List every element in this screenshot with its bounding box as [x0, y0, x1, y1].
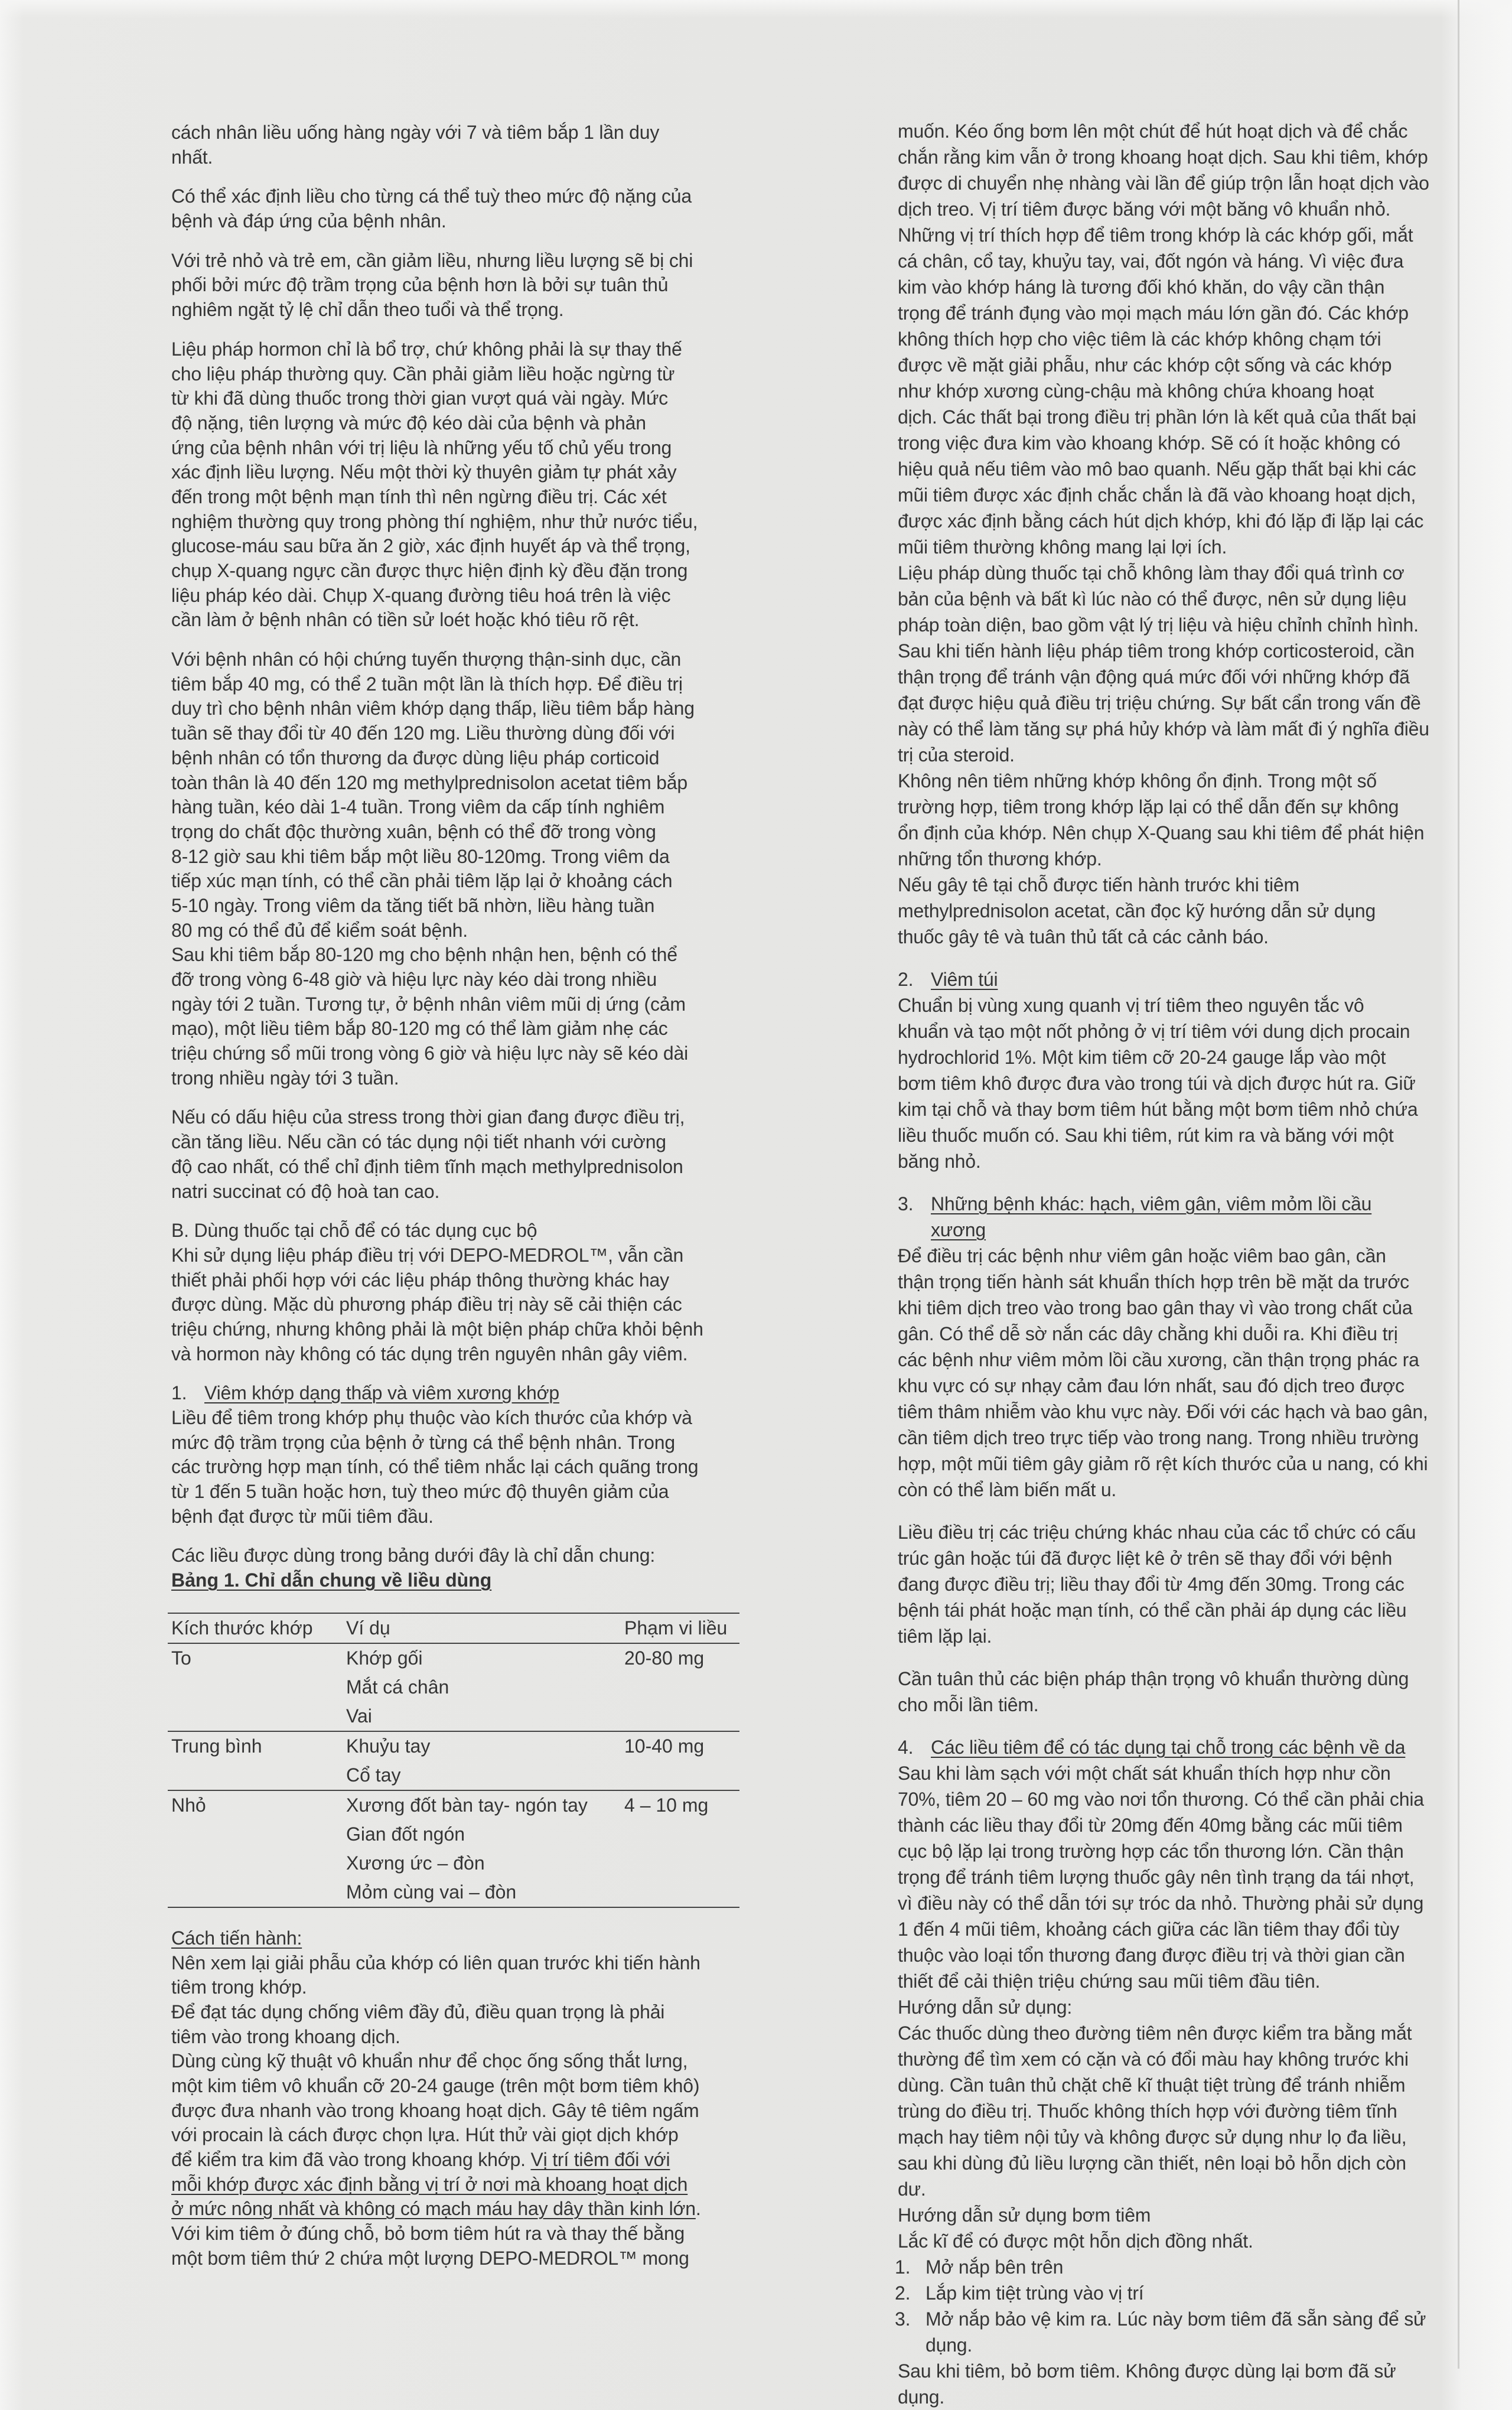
text-line: Sau khi tiêm bắp 80-120 mg cho bệnh nhận hen, bệnh có thể	[171, 944, 677, 966]
text-line: methylprednisolon acetat, cần đọc kỹ hướng dẫn sử dụng	[898, 900, 1376, 921]
text-line: khu vực có sự nhạy cảm đau lớn nhất, sau đó dịch treo được	[898, 1375, 1405, 1396]
text-line: kim vào khớp háng là tương đối khó khăn, do vậy cần thận	[898, 276, 1385, 298]
text-line: triệu chứng, nhưng không phải là một biện pháp chữa khỏi bệnh	[171, 1318, 703, 1340]
paragraph	[898, 560, 1477, 768]
text-line: Nếu gây tê tại chỗ được tiến hành trước khi tiêm	[898, 874, 1299, 895]
text-line: được xác định bằng cách hút dịch khớp, khi đó lặp đi lặp lại các	[898, 510, 1424, 532]
text-line: 5-10 ngày. Trong viêm da tăng tiết bã nhờn, liều hàng tuần	[171, 894, 655, 916]
text-line: dùng. Cần tuân thủ chặt chẽ kĩ thuật tiệt trùng để tránh nhiễm	[898, 2074, 1406, 2096]
text-line: được di chuyển nhẹ nhàng vài lần để giúp trộn lẫn hoạt dịch vào	[898, 172, 1429, 194]
section	[895, 1734, 1477, 2410]
dose-table	[168, 1613, 739, 1908]
text-line: Lắc kĩ để có được một hỗn dịch đồng nhất.	[898, 2230, 1253, 2252]
table-header	[168, 1613, 739, 1643]
heading-text	[931, 966, 998, 992]
text-line: khi tiêm dịch treo vào trong bao gân thay vì vào trong chất của	[898, 1297, 1413, 1318]
text-line: Có thể xác định liều cho từng cá thể tuỳ theo mức độ nặng của	[171, 185, 692, 207]
text-line: bơm tiêm khô được đưa vào trong túi và dịch được hút ra. Giữ	[898, 1073, 1416, 1094]
paragraph	[171, 1219, 747, 1366]
paragraph	[898, 872, 1477, 950]
text-line: này có thể làm tăng sự phá hủy khớp và làm mất đi ý nghĩa điều	[898, 718, 1429, 740]
text-line: trường hợp, tiêm trong khớp lặp lại có thể dẫn đến sự không	[898, 796, 1399, 818]
text-line: Hướng dẫn sử dụng bơm tiêm	[898, 2204, 1151, 2226]
text-line: chụp X-quang ngực cần được thực hiện định kỳ đều đặn trong	[171, 560, 688, 581]
section	[171, 249, 747, 323]
joint-size-cell: To	[171, 1647, 191, 1669]
text-line: bệnh nhân có tổn thương da được dùng liệu pháp corticoid	[171, 747, 660, 768]
text-line: khuẩn và tạo một nốt phỏng ở vị trí tiêm với dung dịch procain	[898, 1021, 1410, 1042]
text-line: Với kim tiêm ở đúng chỗ, bỏ bơm tiêm hút ra và thay thế bằng	[171, 2223, 685, 2245]
text-line: độ cao nhất, có thể chỉ định tiêm tĩnh mạch methylprednisolon	[171, 1155, 683, 1177]
text-line: Với bệnh nhân có hội chứng tuyến thượng thận-sinh dục, cần	[171, 649, 682, 670]
heading-number: 3.	[898, 1193, 914, 1214]
table-title: Bảng 1. Chỉ dẫn chung về liều dùng	[171, 1569, 492, 1591]
text-line: 1 đến 4 mũi tiêm, khoảng cách giữa các lần tiêm thay đổi tùy	[898, 1919, 1400, 1940]
list-number: 3.	[895, 2308, 911, 2330]
text-line: Viêm khớp dạng thấp và viêm xương khớp	[204, 1382, 559, 1404]
section-heading	[898, 966, 1477, 992]
section	[171, 1105, 747, 1204]
text-line: nghiệm thường quy trong phòng thí nghiệm, như thử nước tiểu,	[171, 510, 698, 532]
text-segment: .	[695, 2198, 701, 2220]
section	[171, 337, 747, 633]
text-line: natri succinat có độ hoà tan cao.	[171, 1180, 440, 1202]
section-heading	[898, 1734, 1477, 1760]
text-line: Các liều được dùng trong bảng dưới đây là chỉ dẫn chung:	[171, 1545, 656, 1566]
text-line: dụng.	[898, 2386, 945, 2408]
text-line: mạo), một liều tiêm bắp 80-120 mg có thể làm giảm nhẹ các	[171, 1018, 668, 1040]
text-line: bệnh tái phát hoặc mạn tính, có thể cần phải áp dụng các liều	[898, 1600, 1407, 1621]
paragraph	[898, 118, 1477, 560]
text-line: muốn. Kéo ống bơm lên một chút để hút hoạt dịch và để chắc	[898, 120, 1408, 142]
paragraph	[171, 120, 747, 170]
example-item: Xương đốt bàn tay- ngón tay	[346, 1794, 588, 1816]
heading-number: 4.	[898, 1737, 914, 1758]
section-heading	[898, 1191, 1477, 1243]
text-line: thận trọng để tránh vận động quá mức đối với những khớp đã	[898, 666, 1410, 688]
text-line: tiêm vào trong khoang dịch.	[171, 2025, 400, 2047]
text-line: bản của bệnh và bất kì lúc nào có thể được, nên sử dụng liệu	[898, 588, 1407, 610]
text-line: Nên xem lại giải phẫu của khớp có liên quan trước khi tiến hành	[171, 1952, 700, 1973]
text-line: từ 1 đến 5 tuần hoặc hơn, tuỳ theo mức độ thuyên giảm của	[171, 1481, 669, 1503]
text-line: các bệnh như viêm mỏm lồi cầu xương, cần thận trọng phác ra	[898, 1349, 1419, 1370]
text-line: liều thuốc muốn có. Sau khi tiêm, rút kim ra và băng với một	[898, 1125, 1394, 1146]
text-line: hydrochlorid 1%. Một kim tiêm cỡ 20-24 gauge lắp vào một	[898, 1047, 1386, 1068]
section	[898, 1191, 1477, 1503]
header-row	[168, 1613, 739, 1643]
paragraph	[171, 943, 747, 1090]
text-line: Sau khi tiến hành liệu pháp tiêm trong khớp corticosteroid, cần	[898, 640, 1415, 662]
text-line: cá chân, cổ tay, khuỷu tay, vai, đốt ngón và háng. Vì việc đưa	[898, 250, 1404, 272]
section	[171, 1543, 747, 2271]
text-line: 70%, tiêm 20 – 60 mg vào nơi tổn thương. Có thể cần phải chia	[898, 1789, 1424, 1810]
text-line: trọng do chất độc thường xuân, bệnh có thể đỡ trong vòng	[171, 820, 656, 842]
text-line: đỡ trong vòng 6-48 giờ và hiệu lực này kéo dài trong nhiều	[171, 969, 657, 990]
text-line: trúc gân hoặc túi đã được liệt kê ở trên sẽ thay đổi với bệnh	[898, 1548, 1393, 1569]
text-line: đạt được hiệu quả điều trị triệu chứng. Sự bất cẩn trong vấn đề	[898, 692, 1421, 714]
text-line: triệu chứng sổ mũi trong vòng 6 giờ và hiệu lực này sẽ kéo dài	[171, 1043, 689, 1064]
text-line: bệnh và đáp ứng của bệnh nhân.	[171, 210, 447, 232]
text-line: thành các liều thay đổi từ 20mg đến 40mg bằng các mũi tiêm	[898, 1815, 1403, 1836]
text-line: những tổn thương khớp.	[898, 848, 1102, 869]
text-line: Liều điều trị các triệu chứng khác nhau của các tổ chức có cấu	[898, 1522, 1416, 1543]
section	[898, 1519, 1477, 1649]
text-line: thường để tìm xem có cặn và có đổi màu hay không trước khi	[898, 2048, 1409, 2070]
text-line: dịch treo. Vị trí tiêm được băng với một băng vô khuẩn nhỏ.	[898, 198, 1391, 220]
text-line: tiêm trong khớp.	[171, 1976, 307, 1998]
paragraph	[171, 337, 747, 633]
text-line: Với trẻ nhỏ và trẻ em, cần giảm liều, nhưng liều lượng sẽ bị chi	[171, 249, 693, 271]
text-line: trọng để tránh đụng vào mọi mạch máu lớn gần đó. Các khớp	[898, 302, 1409, 324]
examples-cell	[343, 1731, 621, 1790]
underlined-text: ở mức nông nhất và không có mạch máu hay dây thần kinh lớn	[171, 2198, 696, 2220]
paragraph	[898, 1243, 1477, 1503]
text-line: Cần tuân thủ các biện pháp thận trọng vô khuẩn thường dùng	[898, 1668, 1409, 1689]
text-line: Mở nắp bảo vệ kim ra. Lúc này bơm tiêm đã sẵn sàng để sử	[926, 2308, 1426, 2330]
text-line: tiêm thâm nhiễm vào khu vực này. Đối với các hạch và bao gân,	[898, 1401, 1428, 1422]
text-line: với procain là cách được chọn lựa. Hút thử vài giọt dịch khớp	[171, 2124, 679, 2146]
example-item: Mắt cá chân	[346, 1676, 449, 1698]
text-line: cho liệu pháp thường quy. Cần phải giảm liều hoặc ngừng từ	[171, 363, 675, 385]
text-line: như khớp xương cùng-chậu mà không chứa khoang hoạt	[898, 380, 1374, 402]
numbered-list	[895, 2254, 1477, 2358]
left-column	[171, 120, 747, 2271]
list-text	[926, 2254, 1063, 2280]
paper-top-edge	[0, 0, 1512, 18]
text-line: thiết phải phối hợp với các liệu pháp thông thường khác hay	[171, 1269, 669, 1291]
text-line: đang được điều trị; liều thay đổi từ 4mg đến 30mg. Trong các	[898, 1574, 1405, 1595]
example-item: Gian đốt ngón	[346, 1823, 465, 1845]
text-line: glucose-máu sau bữa ăn 2 giờ, xác định huyết áp và thể trọng,	[171, 535, 690, 557]
list-number: 2.	[895, 2282, 911, 2304]
text-line: Hướng dẫn sử dụng:	[898, 1997, 1073, 2018]
text-line: nghiêm ngặt tỷ lệ chỉ dẫn theo tuổi và thể trọng.	[171, 299, 564, 321]
dose-range-cell: 20-80 mg	[624, 1647, 705, 1669]
column-header: Kích thước khớp	[171, 1617, 313, 1639]
text-line: 8-12 giờ sau khi tiêm bắp một liều 80-120mg. Trong viêm da	[171, 845, 670, 867]
text-line: ứng của bệnh nhân với trị liệu là những yếu tố chủ yếu trong	[171, 437, 672, 458]
example-item: Xương ức – đòn	[346, 1852, 485, 1874]
text-line: hiệu quả nếu tiêm vào mô bao quanh. Nếu gặp thất bại khi các	[898, 458, 1416, 480]
paragraph	[171, 1406, 747, 1529]
example-item: Mỏm cùng vai – đòn	[346, 1881, 517, 1903]
text-line: trọng để tránh tiêm lượng thuốc gây nên tình trạng da tái nhợt,	[898, 1867, 1415, 1888]
underlined-text: mỗi khớp được xác định bằng vị trí ở nơi mà khoang hoạt dịch	[171, 2173, 688, 2195]
table-body	[168, 1643, 739, 1907]
text-line: sau khi dùng đủ liều lượng cần thiết, nên loại bỏ hỗn dịch còn	[898, 2152, 1406, 2174]
text-line: Liệu pháp hormon chỉ là bổ trợ, chứ không phải là sự thay thế	[171, 338, 682, 360]
text-line: Dùng cùng kỹ thuật vô khuẩn như để chọc ống sống thắt lưng,	[171, 2050, 688, 2072]
list-text	[926, 2306, 1426, 2358]
text-line: Không nên tiêm những khớp không ổn định. Trong một số	[898, 770, 1377, 792]
text-line: từ khi đã dùng thuốc trong thời gian vượt quá vài ngày. Mức	[171, 387, 668, 409]
text-line: phối bởi mức độ trầm trọng của bệnh hơn là bởi sự tuân thủ	[171, 274, 669, 296]
text-line: cách nhân liều uống hàng ngày với 7 và tiêm bắp 1 lần duy	[171, 122, 660, 143]
list-item	[895, 2306, 1477, 2358]
examples-cell	[343, 1643, 621, 1731]
text-line: pháp toàn diện, bao gồm vật lý trị liệu và hiệu chỉnh chỉnh hình.	[898, 614, 1419, 636]
text-line: toàn thân là 40 đến 120 mg methylprednisolon acetat tiêm bắp	[171, 771, 687, 793]
text-line: được dùng. Mặc dù phương pháp điều trị này sẽ cải thiện các	[171, 1294, 682, 1315]
text-line: Khi sử dụng liệu pháp điều trị với DEPO-MEDROL™, vẫn cần	[171, 1244, 684, 1266]
section	[171, 647, 747, 1090]
section	[171, 120, 747, 170]
text-line: duy trì cho bệnh nhân viêm khớp dạng thấp, liều tiêm bắp hàng	[171, 698, 695, 719]
joint-size-cell: Nhỏ	[171, 1794, 206, 1816]
text-line: thuộc vào loại tổn thương đang được điều trị và thời gian cần	[898, 1945, 1405, 1966]
text-line: tiếp xúc mạn tính, có thể cần phải tiêm lặp lại ở khoảng cách	[171, 870, 673, 892]
text-line: dịch. Các thất bại trong điều trị phần lớn là kết quả của thất bại	[898, 406, 1416, 428]
text-line: thuốc gây tê và tuân thủ tất cả các cảnh báo.	[898, 926, 1269, 947]
table-row	[168, 1643, 739, 1731]
heading-text	[204, 1381, 559, 1406]
text-line: một bơm tiêm thứ 2 chứa một lượng DEPO-MEDROL™ mong	[171, 2247, 689, 2269]
text-line: hàng tuần, kéo dài 1-4 tuần. Trong viêm da cấp tính nghiêm	[171, 796, 665, 818]
text-line: Các liều tiêm để có tác dụng tại chỗ trong các bệnh về da	[931, 1737, 1406, 1758]
example-item: Khớp gối	[346, 1647, 423, 1669]
text-line: B. Dùng thuốc tại chỗ để có tác dụng cục bộ	[171, 1220, 537, 1242]
text-line: Để điều trị các bệnh như viêm gân hoặc viêm bao gân, cần	[898, 1245, 1386, 1266]
example-item: Vai	[346, 1705, 372, 1727]
text-line: Những bệnh khác: hạch, viêm gân, viêm mỏm lồi cầu	[931, 1193, 1372, 1214]
text-line: Liều để tiêm trong khớp phụ thuộc vào kích thước của khớp và	[171, 1407, 692, 1428]
section	[171, 1219, 747, 1366]
text-line: được về mặt giải phẫu, như các khớp cột sống và các khớp	[898, 354, 1392, 376]
text-line: xương	[931, 1219, 986, 1240]
underlined-text: Cách tiến hành:	[171, 1927, 302, 1949]
paragraph	[898, 1519, 1477, 1649]
text-line: tiêm bắp 40 mg, có thể 2 tuần một lần là thích hợp. Để điều trị	[171, 673, 683, 695]
text-line: không thích hợp cho việc tiêm là các khớp không chạm tới	[898, 328, 1381, 350]
text-line: mạch hay tiêm nội tủy và không được sử dụng như lọ đa liều,	[898, 2126, 1407, 2148]
text-line: tuần sẽ thay đổi từ 40 đến 120 mg. Liều thường dùng đối với	[171, 722, 675, 744]
section	[898, 118, 1477, 950]
text-line: dụng.	[926, 2334, 973, 2356]
paragraph	[171, 647, 747, 943]
dose-range-cell: 10-40 mg	[624, 1735, 705, 1757]
dose-range-cell: 4 – 10 mg	[624, 1794, 709, 1816]
text-line: nhất.	[171, 146, 213, 168]
paragraph	[171, 1926, 747, 2271]
text-line: cần tiêm dịch treo trực tiếp vào trong nang. Trong nhiều trường	[898, 1427, 1419, 1448]
text-line: và hormon này không có tác dụng trên nguyên nhân gây viêm.	[171, 1343, 688, 1364]
table-row	[168, 1790, 739, 1907]
column-header: Phạm vi liều	[624, 1617, 728, 1639]
text-line: mũi tiêm được xác định chắc chắn là đã vào khoang hoạt dịch,	[898, 484, 1416, 506]
text-line: Liệu pháp dùng thuốc tại chỗ không làm thay đổi quá trình cơ	[898, 562, 1405, 584]
paragraph	[898, 2358, 1477, 2410]
text-line: Sau khi tiêm, bỏ bơm tiêm. Không được dùng lại bơm đã sử	[898, 2360, 1396, 2382]
paragraph	[898, 992, 1477, 1174]
text-line: ổn định của khớp. Nên chụp X-Quang sau khi tiêm để phát hiện	[898, 822, 1425, 844]
text-line: dư.	[898, 2178, 926, 2200]
text-line: cần tăng liều. Nếu cần có tác dụng nội tiết nhanh với cường	[171, 1131, 666, 1153]
text-line: còn có thể làm biến mất u.	[898, 1479, 1117, 1500]
paragraph	[171, 249, 747, 323]
text-line: Những vị trí thích hợp để tiêm trong khớp là các khớp gối, mắt	[898, 224, 1413, 246]
text-line: cần làm ở bệnh nhân có tiền sử loét hoặc khó tiêu rõ rệt.	[171, 609, 640, 631]
text-line: Sau khi làm sạch với một chất sát khuẩn thích hợp như cồn	[898, 1763, 1391, 1784]
text-line: các trường hợp mạn tính, có thể tiêm nhắc lại cách quãng trong	[171, 1456, 699, 1478]
text-line: chắn rằng kim vẫn ở trong khoang hoạt dịch. Sau khi tiêm, khớp	[898, 146, 1428, 168]
text-line: gân. Có thể dễ sờ nắn các dây chằng khi duỗi ra. Khi điều trị	[898, 1323, 1398, 1344]
text-line: 80 mg có thể đủ để kiểm soát bệnh.	[171, 919, 468, 941]
section	[171, 1381, 747, 1529]
text-line	[171, 2148, 747, 2173]
text-segment: để kiểm tra kim đã vào trong khoang khớp.	[171, 2149, 531, 2171]
text-line: băng nhỏ.	[898, 1151, 981, 1172]
text-line: xác định liều lượng. Nếu một thời kỳ thuyên giảm tự phát xảy	[171, 461, 677, 483]
text-line: được đưa nhanh vào trong khoang hoạt dịch. Gây tê tiêm ngấm	[171, 2099, 699, 2121]
list-number: 1.	[895, 2256, 911, 2278]
list-item	[895, 2254, 1477, 2280]
table-row	[168, 1731, 739, 1790]
examples-cell	[343, 1790, 621, 1907]
section-heading	[171, 1381, 747, 1406]
text-line: Viêm túi	[931, 969, 998, 990]
paragraph	[171, 1543, 747, 1568]
text-line: mức độ trầm trọng của bệnh ở từng cá thể bệnh nhân. Trong	[171, 1431, 675, 1453]
text-line: cục bộ lặp lại trong trường hợp các tổn thương lớn. Cần thận	[898, 1841, 1404, 1862]
paragraph	[898, 1760, 1477, 2254]
text-line: Mở nắp bên trên	[926, 2256, 1064, 2278]
paragraph	[171, 1105, 747, 1204]
paragraph	[898, 1666, 1477, 1718]
underlined-text: Vị trí tiêm đối với	[530, 2149, 670, 2171]
section	[171, 184, 747, 233]
text-line: trong nhiều ngày tới 3 tuần.	[171, 1067, 399, 1089]
text-line: Để đạt tác dụng chống viêm đầy đủ, điều quan trọng là phải	[171, 2001, 665, 2023]
heading-number: 2.	[898, 969, 914, 990]
column-header: Ví dụ	[346, 1617, 390, 1639]
text-line: Lắp kim tiệt trùng vào vị trí	[926, 2282, 1144, 2304]
text-line: Các thuốc dùng theo đường tiêm nên được kiểm tra bằng mắt	[898, 2023, 1412, 2044]
text-line: mũi tiêm thường không mang lại lợi ích.	[898, 536, 1227, 558]
text-line: bệnh đạt được từ mũi tiêm đầu.	[171, 1505, 434, 1527]
section	[898, 966, 1477, 1174]
text-line	[171, 2197, 747, 2222]
text-line: trùng do điều trị. Thuốc không thích hợp với đường tiêm tĩnh	[898, 2100, 1397, 2122]
heading-text	[931, 1734, 1405, 1760]
heading-text	[931, 1191, 1371, 1243]
text-line: thiết để cải thiện triệu chứng sau mũi tiêm đầu tiên.	[898, 1971, 1321, 1992]
text-line: thận trọng tiến hành sát khuẩn thích hợp trên bề mặt da trước	[898, 1271, 1409, 1292]
paragraph	[171, 184, 747, 233]
joint-size-cell: Trung bình	[171, 1735, 262, 1757]
text-line: độ nặng, tiên lượng và mức độ kéo dài của bệnh và phản	[171, 412, 646, 434]
text-line: cho mỗi lần tiêm.	[898, 1694, 1039, 1715]
right-column	[895, 118, 1477, 2410]
list-text	[926, 2280, 1143, 2306]
example-item: Khuỷu tay	[346, 1735, 431, 1757]
example-item: Cổ tay	[346, 1764, 401, 1786]
text-line: Nếu có dấu hiệu của stress trong thời gian đang được điều trị,	[171, 1106, 685, 1128]
paragraph	[898, 768, 1477, 872]
text-line: đến trong một bệnh mạn tính thì nên ngừng điều trị. Các xét	[171, 486, 667, 507]
text-line: ngày tới 2 tuần. Tương tự, ở bệnh nhân viêm mũi dị ứng (cảm	[171, 993, 686, 1015]
text-line: trong việc đưa kim vào khoang khớp. Sẽ có ít hoặc không có	[898, 432, 1400, 454]
text-line: trị của steroid.	[898, 744, 1015, 766]
list-item	[895, 2280, 1477, 2306]
text-line	[171, 2173, 747, 2197]
section	[898, 1666, 1477, 1718]
heading-number: 1.	[171, 1382, 187, 1404]
text-line: kim tại chỗ và thay bơm tiêm hút bằng một bơm tiêm nhỏ chứa	[898, 1099, 1418, 1120]
text-line: Chuẩn bị vùng xung quanh vị trí tiêm theo nguyên tắc vô	[898, 995, 1364, 1016]
text-line	[171, 1926, 747, 1951]
text-line: tiêm lặp lại.	[898, 1626, 992, 1647]
text-line: một kim tiêm vô khuẩn cỡ 20-24 gauge (trên một bơm tiêm khô)	[171, 2074, 700, 2096]
text-line: vì điều này có thể dẫn tới sự tróc da nhỏ. Thường phải sử dụng	[898, 1893, 1424, 1914]
text-line: liệu pháp kéo dài. Chụp X-quang đường tiêu hoá trên là việc	[171, 584, 671, 606]
text-line: hợp, một mũi tiêm gây giảm rõ rệt kích thước của u nang, có khi	[898, 1453, 1428, 1474]
